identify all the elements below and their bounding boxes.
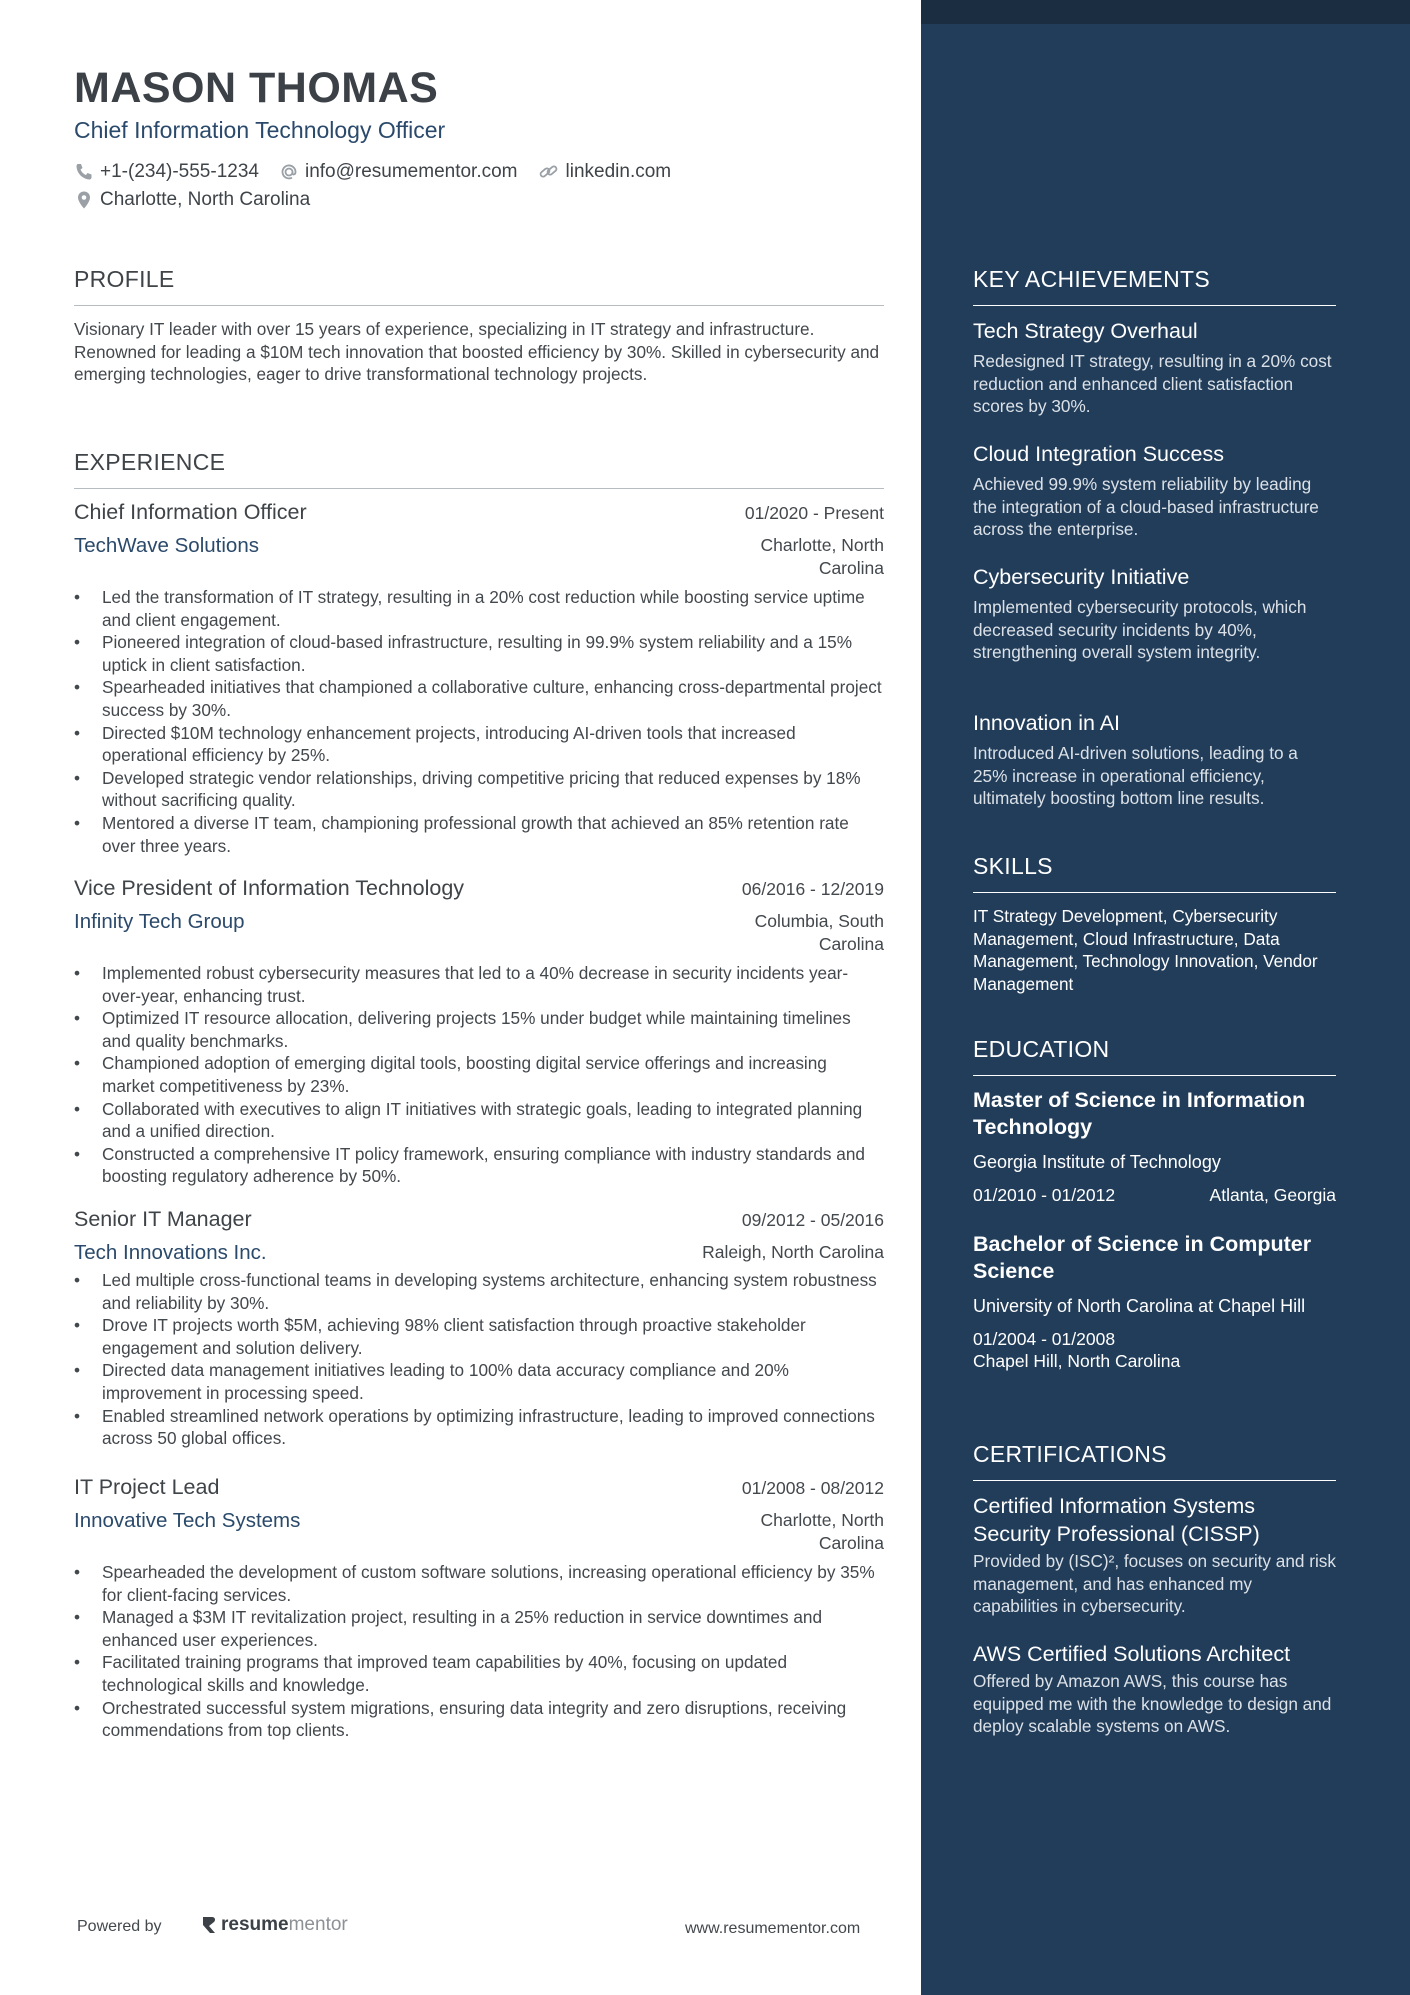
sidebar (921, 0, 1410, 1995)
education-school: Georgia Institute of Technology (973, 1152, 1221, 1172)
logo-text-bold: resume (221, 1914, 289, 1935)
education-dates: 01/2010 - 01/2012 (973, 1184, 1116, 1205)
certifications-heading: CERTIFICATIONS (973, 1441, 1336, 1481)
job-bullet: • Collaborated with executives to align IT initiatives with strategic goals, leading to integrated planning and a unified direction. (74, 1098, 884, 1143)
education-degree: Master of Science in Information Technology (973, 1088, 1306, 1139)
achievement-title: Cybersecurity Initiative (973, 565, 1190, 589)
location-text: Charlotte, North Carolina (100, 189, 311, 210)
education-item (973, 1231, 1336, 1373)
job-entry (74, 1475, 884, 1742)
job-company: TechWave Solutions (74, 534, 259, 557)
certification-text: Offered by Amazon AWS, this course has equipped me with the knowledge to design and deploy scalable systems on AWS. (973, 1671, 1332, 1737)
email-text[interactable]: info@resumementor.com (304, 161, 518, 182)
job-role: Vice President of Information Technology (74, 876, 465, 900)
education-school: University of North Carolina at Chapel Hill (973, 1296, 1306, 1316)
job-company: Innovative Tech Systems (74, 1509, 301, 1532)
job-location: Charlotte, North Carolina (760, 535, 884, 578)
job-bullet: • Optimized IT resource allocation, delivering projects 15% under budget while maintaining timelines and quality benchmarks. (74, 1007, 884, 1052)
job-bullet: • Managed a $3M IT revitalization project, resulting in a 25% reduction in service downtimes and enhanced user experiences. (74, 1606, 884, 1651)
job-role: Chief Information Officer (74, 500, 307, 524)
linkedin-contact[interactable] (538, 161, 672, 183)
phone-text: +1-(234)-555-1234 (100, 161, 259, 182)
job-entry (74, 500, 884, 857)
location-pin-icon (74, 190, 94, 210)
education-item (973, 1087, 1336, 1206)
linkedin-text[interactable]: linkedin.com (565, 161, 672, 182)
profile-heading: PROFILE (74, 266, 884, 306)
job-bullets (74, 1561, 884, 1742)
job-bullet: • Directed $10M technology enhancement projects, introducing AI-driven tools that increased operational efficiency by 25%. (74, 722, 884, 767)
certification-item (973, 1640, 1336, 1738)
email-contact[interactable] (279, 161, 518, 183)
candidate-name: MASON THOMAS (74, 64, 439, 112)
achievement-item (973, 440, 1336, 541)
achievement-item (973, 317, 1336, 418)
education-degree: Bachelor of Science in Computer Science (973, 1232, 1312, 1283)
contact-row (74, 161, 691, 183)
phone-contact (74, 161, 259, 183)
certification-title: Certified Information Systems Security Professional (CISSP) (973, 1494, 1260, 1546)
location-row (74, 189, 330, 211)
job-bullets (74, 962, 884, 1188)
job-bullet: • Drove IT projects worth $5M, achieving 98% client satisfaction through proactive stakeholder engagement and solution delivery. (74, 1314, 884, 1359)
job-dates: 01/2020 - Present (744, 503, 884, 523)
job-location: Charlotte, North Carolina (760, 1510, 884, 1553)
job-bullet: • Facilitated training programs that improved team capabilities by 40%, focusing on updated technological skills and knowledge. (74, 1651, 884, 1696)
job-dates: 01/2008 - 08/2012 (741, 1478, 884, 1498)
job-bullet: • Enabled streamlined network operations by optimizing infrastructure, leading to improved connections across 50 global offices. (74, 1405, 884, 1450)
education-heading: EDUCATION (973, 1036, 1336, 1076)
achievement-item (973, 563, 1336, 664)
job-entry (74, 1207, 884, 1450)
achievement-title: Cloud Integration Success (973, 442, 1224, 466)
skills-heading: SKILLS (973, 853, 1336, 893)
job-bullet: • Pioneered integration of cloud-based infrastructure, resulting in 99.9% system reliability and a 15% uptick in client satisfaction. (74, 631, 884, 676)
job-bullet: • Orchestrated successful system migrations, ensuring data integrity and zero disruptions, receiving commendations from top clients. (74, 1697, 884, 1742)
powered-by-label: Powered by (77, 1918, 162, 1935)
location-contact (74, 189, 310, 211)
achievement-text: Achieved 99.9% system reliability by leading the integration of a cloud-based infrastructure across the enterprise. (973, 474, 1319, 540)
job-dates: 09/2012 - 05/2016 (741, 1210, 884, 1230)
job-bullet: • Developed strategic vendor relationships, driving competitive pricing that reduced expenses by 18% without sacrificing quality. (74, 767, 884, 812)
certification-item (973, 1492, 1336, 1618)
resumementor-logo-icon (200, 1915, 218, 1935)
phone-icon (74, 162, 94, 182)
job-bullet: • Constructed a comprehensive IT policy framework, ensuring compliance with industry standards and boosting regulatory adherence by 50%. (74, 1143, 884, 1188)
achievement-text: Implemented cybersecurity protocols, which decreased security incidents by 40%, strengthening overall system integrity. (973, 597, 1307, 663)
job-company: Tech Innovations Inc. (74, 1241, 267, 1264)
job-bullet: • Directed data management initiatives leading to 100% data accuracy compliance and 20% improvement in processing speed. (74, 1359, 884, 1404)
profile-summary: Visionary IT leader with over 15 years of experience, specializing in IT strategy and infrastructure. Renowned for leading a $10M tech innovation that boosted efficiency by 30%. Skilled in cybersecurity and emerging technologies, eager to drive transformational technology projects. (74, 319, 880, 385)
link-icon (538, 162, 560, 182)
education-location: Chapel Hill, North Carolina (973, 1351, 1181, 1372)
education-dates: 01/2004 - 01/2008 (973, 1328, 1116, 1349)
achievement-title: Innovation in AI (973, 711, 1121, 735)
education-location: Atlanta, Georgia (1209, 1184, 1336, 1205)
job-bullet: • Led multiple cross-functional teams in developing systems architecture, enhancing system robustness and reliability by 30%. (74, 1269, 884, 1314)
education-meta (973, 1328, 1336, 1373)
sidebar-top-bar (921, 0, 1410, 24)
achievement-title: Tech Strategy Overhaul (973, 319, 1198, 343)
achievements-heading: KEY ACHIEVEMENTS (973, 266, 1336, 306)
experience-heading: EXPERIENCE (74, 449, 884, 489)
job-location: Columbia, South Carolina (754, 911, 884, 954)
job-role: Senior IT Manager (74, 1207, 252, 1231)
job-bullet: • Championed adoption of emerging digital tools, boosting digital service offerings and increasing market competitiveness by 23%. (74, 1052, 884, 1097)
job-bullets (74, 1269, 884, 1450)
job-dates: 06/2016 - 12/2019 (741, 879, 884, 899)
footer-url[interactable]: www.resumementor.com (685, 1920, 861, 1937)
job-bullet: • Spearheaded the development of custom software solutions, increasing operational efficiency by 35% for client-facing services. (74, 1561, 884, 1606)
at-icon (279, 162, 299, 182)
job-location: Raleigh, North Carolina (702, 1242, 884, 1262)
achievement-text: Introduced AI-driven solutions, leading to a 25% increase in operational efficiency, ultimately boosting bottom line results. (973, 743, 1298, 809)
achievement-item (973, 709, 1336, 810)
job-bullet: • Led the transformation of IT strategy, resulting in a 20% cost reduction while boosting service uptime and client engagement. (74, 586, 884, 631)
job-bullet: • Implemented robust cybersecurity measures that led to a 40% decrease in security incidents year-over-year, enhancing trust. (74, 962, 884, 1007)
job-entry (74, 876, 884, 1188)
logo-text-light: mentor (288, 1914, 348, 1935)
skills-list: IT Strategy Development, Cybersecurity Management, Cloud Infrastructure, Data Management, Technology Innovation, Vendor Management (973, 906, 1318, 994)
job-bullet: • Spearheaded initiatives that championed a collaborative culture, enhancing cross-departmental project success by 30%. (74, 676, 884, 721)
candidate-title: Chief Information Technology Officer (74, 117, 446, 143)
job-company: Infinity Tech Group (74, 910, 245, 933)
certification-title: AWS Certified Solutions Architect (973, 1642, 1291, 1666)
resumementor-logo[interactable] (200, 1914, 348, 1936)
certification-text: Provided by (ISC)², focuses on security and risk management, and has enhanced my capabilities in cybersecurity. (973, 1551, 1336, 1617)
job-bullets (74, 586, 884, 857)
job-bullet: • Mentored a diverse IT team, championing professional growth that achieved an 85% retention rate over three years. (74, 812, 884, 857)
achievement-text: Redesigned IT strategy, resulting in a 20% cost reduction and enhanced client satisfaction scores by 30%. (973, 351, 1332, 417)
education-meta (973, 1184, 1336, 1207)
job-role: IT Project Lead (74, 1475, 220, 1499)
